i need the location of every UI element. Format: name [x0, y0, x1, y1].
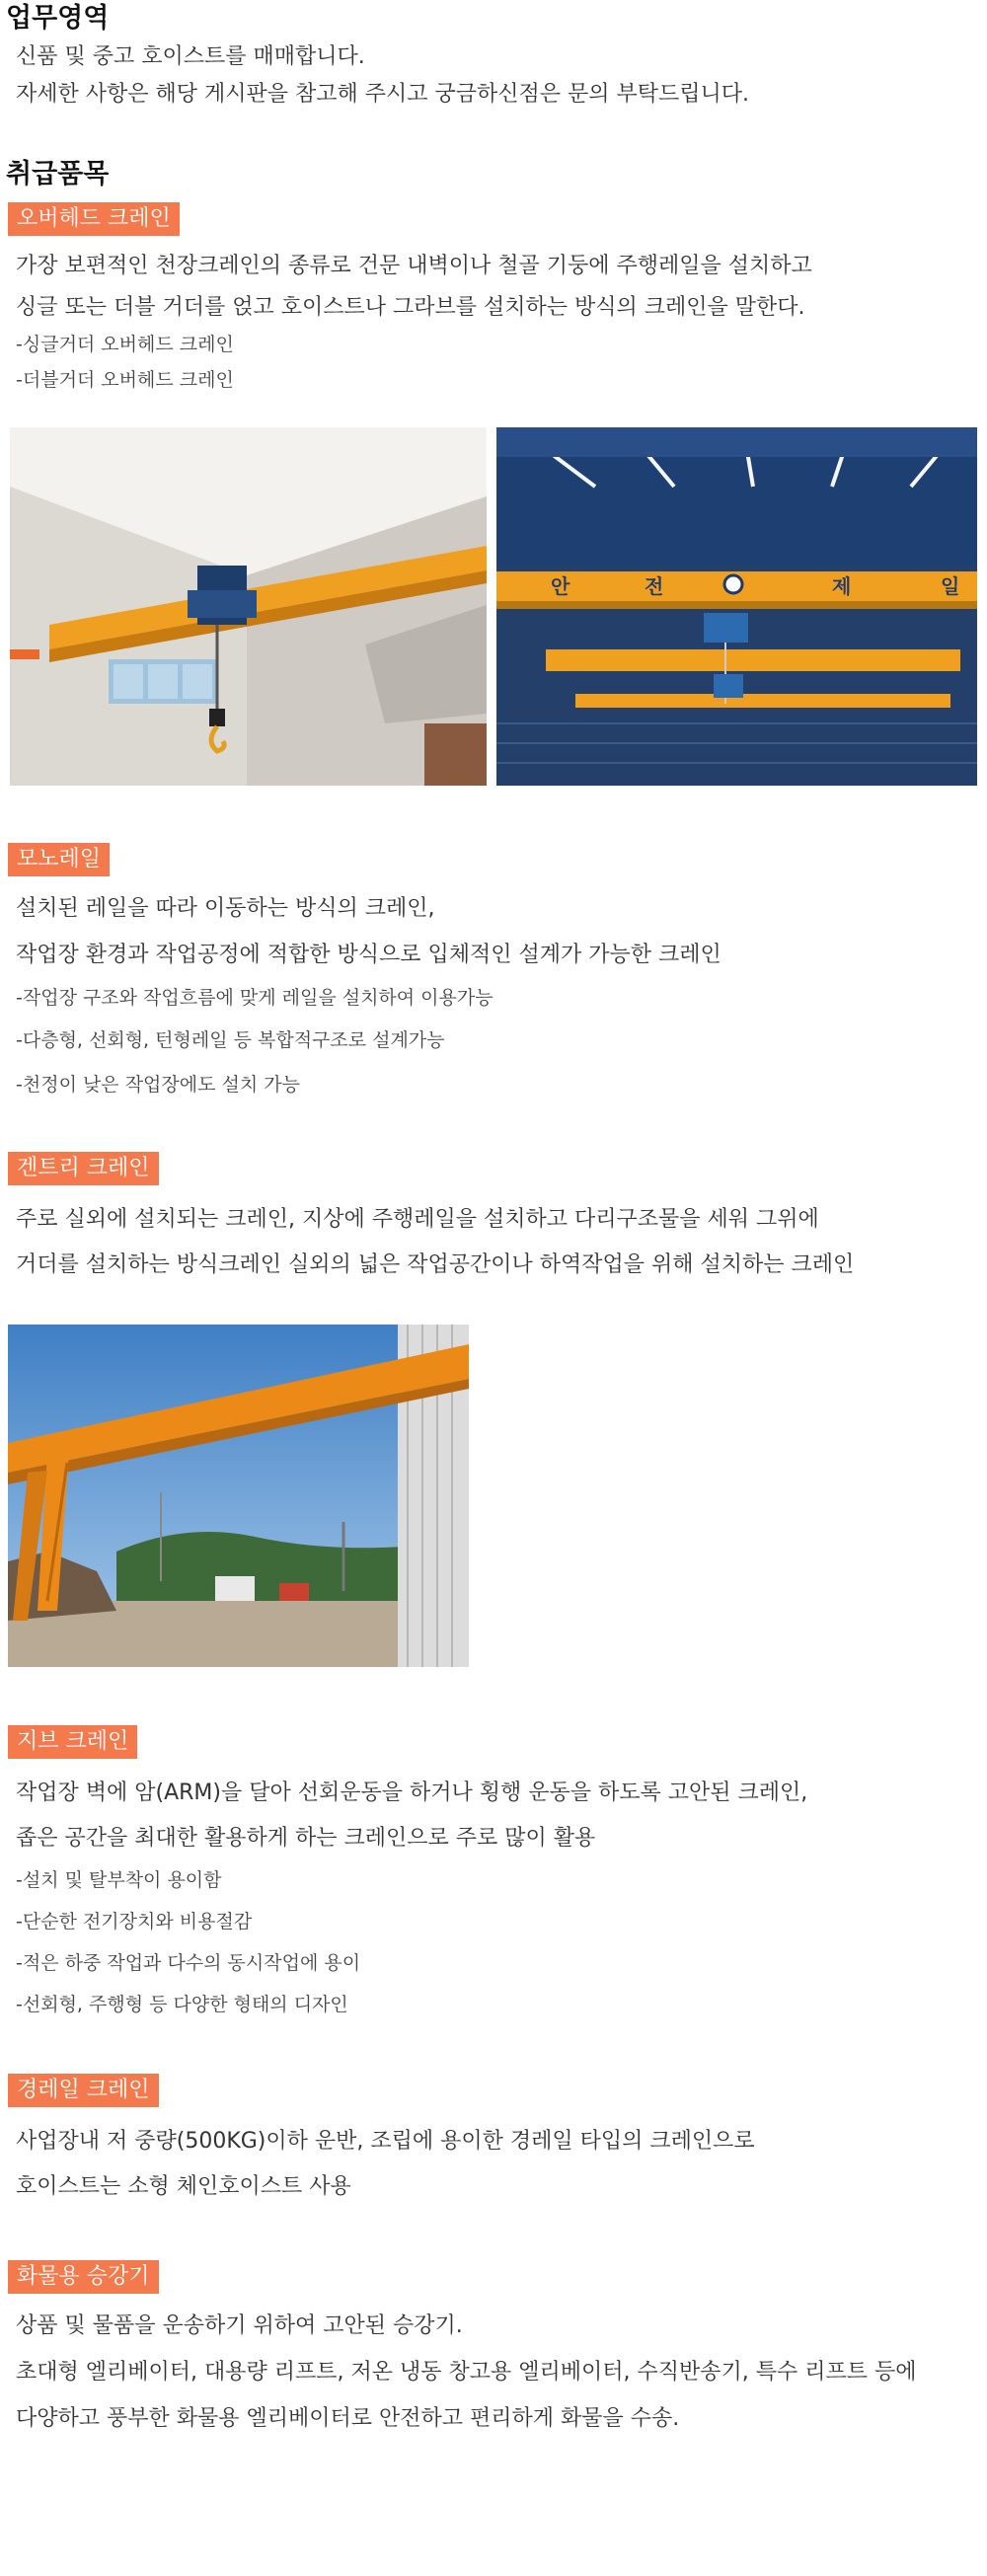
jib-item: -선회형, 주행형 등 다양한 형태의 디자인 [16, 1994, 348, 2015]
light-rail-desc: 호이스트는 소형 체인호이스트 사용 [16, 2174, 351, 2199]
photo-gantry-crane [8, 1325, 469, 1667]
jib-item: -설치 및 탈부착이 용이함 [16, 1869, 222, 1891]
monorail-desc: 작업장 환경과 작업공정에 적합한 방식으로 입체적인 설계가 가능한 크레인 [16, 943, 721, 967]
photo-single-girder-crane [10, 427, 487, 786]
overhead-desc: 가장 보편적인 천장크레인의 종류로 건문 내벽이나 철골 기둥에 주행레일을 설치하고 [16, 254, 812, 278]
light-rail-desc: 사업장내 저 중량(500KG)이하 운반, 조립에 용이한 경레일 타입의 크레인으로 [16, 2129, 755, 2154]
tag-monorail: 모노레일 [8, 843, 110, 876]
tag-gantry-crane: 겐트리 크레인 [8, 1152, 159, 1185]
photo-double-girder-crane [496, 427, 977, 786]
business-line: 자세한 사항은 해당 게시판을 참고해 주시고 궁금하신점은 문의 부탁드립니다. [16, 82, 750, 107]
monorail-item: -다층형, 선회형, 턴형레일 등 복합적구조로 설계가능 [16, 1029, 445, 1051]
freight-lift-desc: 다양하고 풍부한 화물용 엘리베이터로 안전하고 편리하게 화물을 수송. [16, 2406, 680, 2431]
freight-lift-desc: 초대형 엘리베이터, 대용량 리프트, 저온 냉동 창고용 엘리베이터, 수직반송기, 특수 리프트 등에 [16, 2360, 917, 2385]
tag-freight-elevator: 화물용 승강기 [8, 2260, 159, 2294]
business-line: 신품 및 중고 호이스트를 매매합니다. [16, 44, 365, 69]
tag-light-rail-crane: 경레일 크레인 [8, 2074, 159, 2107]
sign-char: 전 [645, 574, 664, 598]
jib-item: -단순한 전기장치와 비용절감 [16, 1911, 253, 1932]
products-heading: 취급품목 [6, 159, 110, 189]
overhead-desc: 싱글 또는 더블 거더를 얹고 호이스트나 그라브를 설치하는 방식의 크레인을 말한다. [16, 295, 805, 320]
jib-desc: 좁은 공간을 최대한 활용하게 하는 크레인으로 주로 많이 활용 [16, 1826, 596, 1851]
business-heading: 업무영역 [6, 3, 110, 34]
tag-jib-crane: 지브 크레인 [8, 1725, 137, 1759]
monorail-item: -천정이 낮은 작업장에도 설치 가능 [16, 1074, 300, 1096]
sign-char: 안 [551, 574, 570, 598]
overhead-item: -싱글거더 오버헤드 크레인 [16, 334, 234, 355]
sign-char: 제 [832, 574, 852, 598]
gantry-desc: 거더를 설치하는 방식크레인 실외의 넓은 작업공간이나 하역작업을 위해 설치하는 크레인 [16, 1252, 855, 1277]
jib-item: -적은 하중 작업과 다수의 동시작업에 용이 [16, 1952, 361, 1974]
freight-lift-desc: 상품 및 물품을 운송하기 위하여 고안된 승강기. [16, 2313, 463, 2338]
gantry-desc: 주로 실외에 설치되는 크레인, 지상에 주행레일을 설치하고 다리구조물을 세워 그위에 [16, 1207, 819, 1232]
overhead-item: -더블거더 오버헤드 크레인 [16, 369, 234, 391]
monorail-item: -작업장 구조와 작업흐름에 맞게 레일을 설치하여 이용가능 [16, 987, 494, 1009]
jib-desc: 작업장 벽에 암(ARM)을 달아 선회운동을 하거나 횡행 운동을 하도록 고안된 크레인, [16, 1780, 808, 1805]
tag-overhead-crane: 오버헤드 크레인 [8, 202, 180, 236]
monorail-desc: 설치된 레일을 따라 이동하는 방식의 크레인, [16, 896, 435, 921]
sign-char: 일 [941, 574, 960, 598]
